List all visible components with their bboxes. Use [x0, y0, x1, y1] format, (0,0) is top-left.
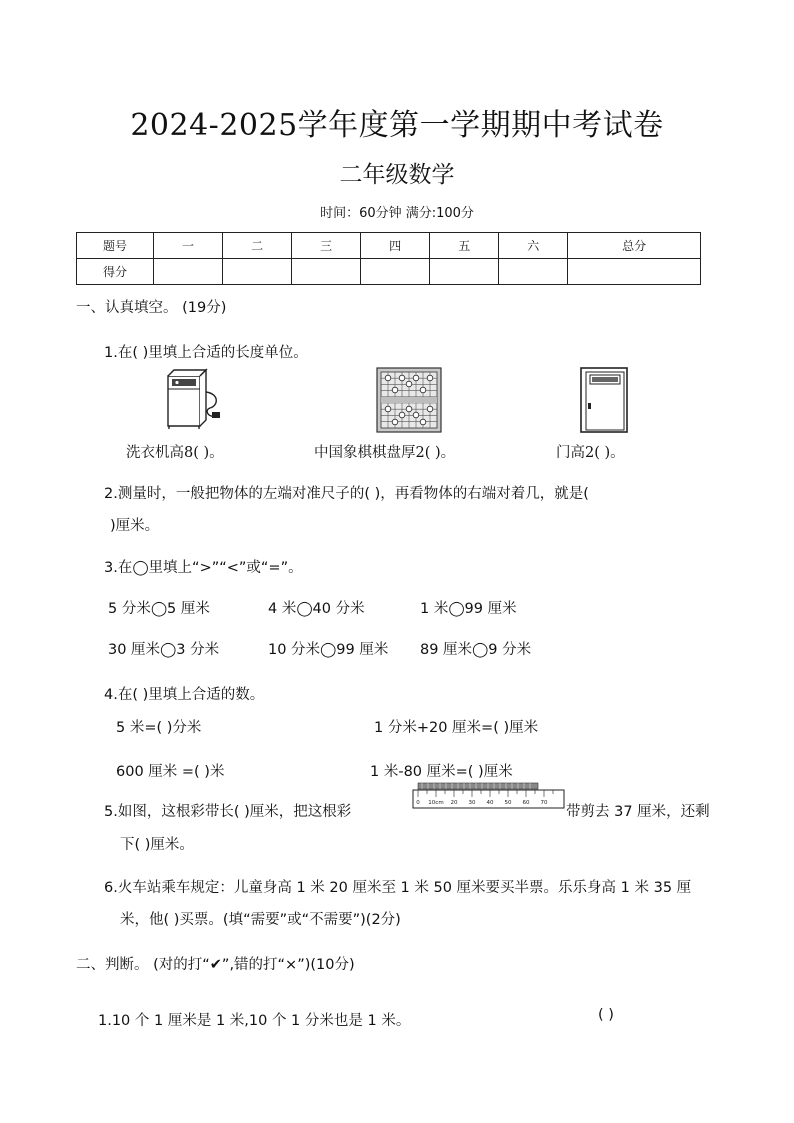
q1-caption-washing-machine: 洗衣机高8( )。 [126, 445, 224, 461]
exam-subtitle: 二年级数学 [339, 162, 455, 188]
washing-machine-icon [160, 366, 228, 430]
q3-item: 89 厘米◯9 分米 [420, 642, 532, 658]
score-table-header-cell: 总分 [568, 233, 701, 259]
score-table-header-row [77, 233, 701, 259]
judge-q1-answer-bracket[interactable]: ( ) [598, 1007, 614, 1023]
score-cell[interactable] [361, 259, 430, 285]
score-table-score-row [77, 259, 701, 285]
q1-caption-door: 门高2( )。 [556, 445, 625, 461]
q4-item: 600 厘米 =( )米 [116, 764, 225, 780]
ruler-tick-label: 70 [540, 800, 548, 806]
ruler-tick-label: 0 [416, 800, 420, 806]
score-cell[interactable] [568, 259, 701, 285]
score-table-header-cell: 题号 [77, 233, 154, 259]
score-table-header-cell: 一 [154, 233, 223, 259]
q3-item: 10 分米◯99 厘米 [268, 642, 389, 658]
score-cell[interactable] [292, 259, 361, 285]
score-table-header-cell: 四 [361, 233, 430, 259]
q5-line2: 下( )厘米。 [120, 837, 194, 853]
q6-line1: 6.火车站乘车规定：儿童身高 1 米 20 厘米至 1 米 50 厘米要买半票。乐乐身高 1 米 35 厘 [104, 880, 692, 896]
ruler-with-ribbon-icon [412, 782, 568, 812]
score-cell[interactable] [430, 259, 499, 285]
q2-line1: 2.测量时，一般把物体的左端对准尺子的( )，再看物体的右端对着几，就是( [104, 486, 589, 502]
exam-meta: 时间：60分钟 满分:100分 [320, 206, 474, 221]
q4-text: 4.在( )里填上合适的数。 [104, 687, 265, 703]
q3-text: 3.在◯里填上“>”“<”或“=”。 [104, 560, 303, 576]
q3-item: 5 分米◯5 厘米 [108, 601, 210, 617]
score-cell[interactable] [499, 259, 568, 285]
chinese-chess-board-icon [376, 367, 442, 433]
ruler-tick-label: 60 [522, 800, 530, 806]
door-icon [578, 366, 630, 434]
q1-caption-chess-board: 中国象棋棋盘厚2( )。 [314, 445, 456, 461]
score-table-row-label: 得分 [77, 259, 154, 285]
section1-heading: 一、认真填空。 (19分) [76, 300, 227, 316]
q4-item: 1 米-80 厘米=( )厘米 [370, 764, 513, 780]
q3-item: 4 米◯40 分米 [268, 601, 365, 617]
ruler-tick-label: 20 [450, 800, 458, 806]
q6-line2: 米，他( )买票。(填“需要”或“不需要”)(2分) [120, 912, 401, 928]
q2-line2: )厘米。 [110, 518, 160, 534]
section2-heading: 二、判断。 (对的打“✔”,错的打“×”)(10分) [76, 957, 355, 973]
q5-line1-part2: 带剪去 37 厘米，还剩 [566, 804, 710, 820]
score-cell[interactable] [154, 259, 223, 285]
ruler-tick-label: 50 [504, 800, 512, 806]
score-table-header-cell: 二 [223, 233, 292, 259]
q3-item: 1 米◯99 厘米 [420, 601, 517, 617]
score-table-header-cell: 六 [499, 233, 568, 259]
q4-item: 1 分米+20 厘米=( )厘米 [374, 720, 539, 736]
exam-title: 2024-2025学年度第一学期期中考试卷 [130, 108, 664, 143]
ruler-tick-label: 30 [468, 800, 476, 806]
q4-item: 5 米=( )分米 [116, 720, 202, 736]
judge-q1-text: 1.10 个 1 厘米是 1 米,10 个 1 分米也是 1 米。 [98, 1013, 411, 1029]
score-cell[interactable] [223, 259, 292, 285]
q5-line1-part1: 5.如图，这根彩带长( )厘米，把这根彩 [104, 804, 352, 820]
score-table [76, 232, 701, 285]
ruler-tick-label: 40 [486, 800, 494, 806]
q1-text: 1.在( )里填上合适的长度单位。 [104, 345, 308, 361]
score-table-header-cell: 五 [430, 233, 499, 259]
q3-item: 30 厘米◯3 分米 [108, 642, 220, 658]
ruler-tick-label: 10cm [428, 800, 444, 806]
score-table-header-cell: 三 [292, 233, 361, 259]
